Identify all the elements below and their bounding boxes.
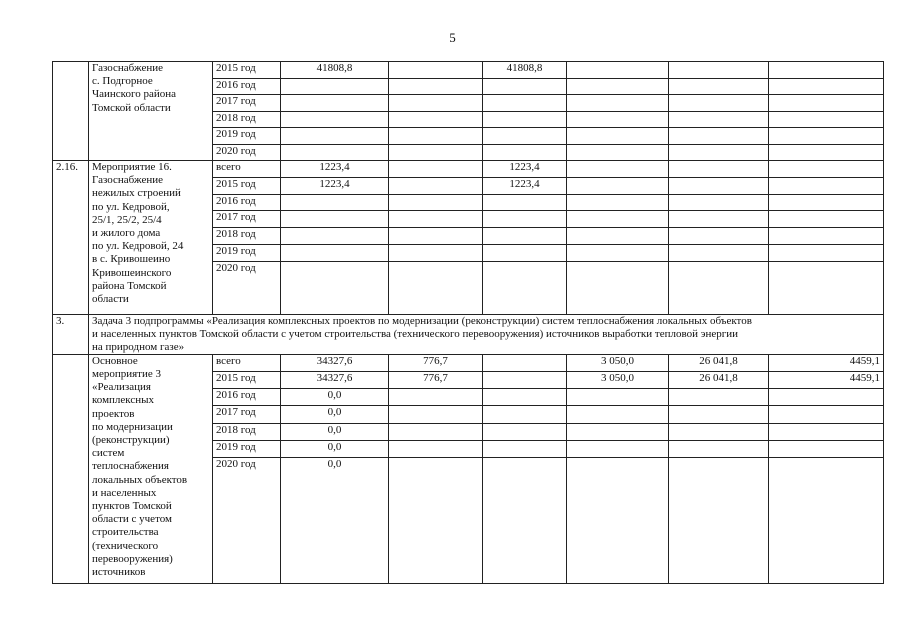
description-line: 25/1, 25/2, 25/4 bbox=[92, 213, 162, 226]
period-label: 2020 год bbox=[213, 144, 281, 161]
period-label: 2020 год bbox=[213, 261, 281, 314]
value-cell bbox=[389, 457, 483, 583]
period-label: 2016 год bbox=[213, 389, 281, 406]
value-cell bbox=[567, 95, 669, 112]
value-cell bbox=[769, 457, 884, 583]
value-cell bbox=[769, 211, 884, 228]
value-cell bbox=[483, 194, 567, 211]
period-label: 2020 год bbox=[213, 457, 281, 583]
value-cell bbox=[669, 95, 769, 112]
value-cell bbox=[669, 161, 769, 178]
value-cell bbox=[483, 389, 567, 406]
value-cell bbox=[281, 111, 389, 128]
value-cell bbox=[281, 211, 389, 228]
description-line: проектов bbox=[92, 407, 135, 420]
value-cell: 0,0 bbox=[281, 423, 389, 440]
value-cell bbox=[769, 194, 884, 211]
value-cell bbox=[281, 128, 389, 145]
task-description bbox=[89, 314, 884, 354]
value-cell: 34327,6 bbox=[281, 371, 389, 388]
description-line: мероприятие 3 bbox=[92, 367, 162, 380]
period-label: 2019 год bbox=[213, 128, 281, 145]
value-cell bbox=[567, 177, 669, 194]
value-cell bbox=[567, 389, 669, 406]
period-label: 2018 год bbox=[213, 111, 281, 128]
value-cell bbox=[483, 354, 567, 371]
description-line: в с. Кривошеино bbox=[92, 253, 171, 266]
value-cell: 0,0 bbox=[281, 406, 389, 423]
value-cell bbox=[483, 244, 567, 261]
value-cell bbox=[567, 78, 669, 95]
value-cell: 1223,4 bbox=[483, 177, 567, 194]
value-cell: 34327,6 bbox=[281, 354, 389, 371]
value-cell bbox=[483, 406, 567, 423]
value-cell bbox=[389, 128, 483, 145]
value-cell bbox=[483, 211, 567, 228]
description-line: «Реализация bbox=[92, 381, 151, 394]
description-line: Основное bbox=[92, 354, 138, 367]
description-line: (реконструкции) bbox=[92, 434, 170, 446]
value-cell bbox=[567, 228, 669, 245]
value-cell bbox=[769, 144, 884, 161]
value-cell: 41808,8 bbox=[483, 62, 567, 79]
period-label: 2016 год bbox=[213, 78, 281, 95]
value-cell bbox=[769, 261, 884, 314]
description-line: района Томской bbox=[92, 279, 167, 292]
value-cell: 4459,1 bbox=[769, 371, 884, 388]
description-line: (технического bbox=[92, 539, 159, 552]
value-cell bbox=[669, 177, 769, 194]
value-cell bbox=[483, 371, 567, 388]
value-cell bbox=[669, 194, 769, 211]
value-cell bbox=[769, 95, 884, 112]
period-label: 2015 год bbox=[213, 371, 281, 388]
measure-description bbox=[89, 354, 213, 583]
value-cell bbox=[567, 111, 669, 128]
description-line: пунктов Томской bbox=[92, 500, 172, 513]
value-cell bbox=[567, 261, 669, 314]
period-label: 2015 год bbox=[213, 62, 281, 79]
value-cell bbox=[389, 261, 483, 314]
description-line: локальных объектов bbox=[92, 473, 188, 486]
description-line: с. Подгорное bbox=[92, 75, 153, 88]
value-cell bbox=[281, 95, 389, 112]
value-cell bbox=[669, 78, 769, 95]
table-row bbox=[53, 62, 884, 79]
value-cell bbox=[389, 440, 483, 457]
value-cell bbox=[389, 111, 483, 128]
task-line: и населенных пунктов Томской области с учетом строительства (технического перевооружения) источников выработки тепловой энергии bbox=[92, 327, 738, 340]
description-line: по модернизации bbox=[92, 420, 173, 433]
value-cell bbox=[389, 406, 483, 423]
row-number bbox=[53, 62, 89, 161]
period-label: всего bbox=[213, 161, 281, 178]
value-cell bbox=[567, 144, 669, 161]
value-cell bbox=[769, 423, 884, 440]
period-label: 2018 год bbox=[213, 423, 281, 440]
value-cell: 776,7 bbox=[389, 354, 483, 371]
value-cell bbox=[567, 423, 669, 440]
value-cell bbox=[769, 228, 884, 245]
value-cell bbox=[669, 62, 769, 79]
value-cell bbox=[483, 128, 567, 145]
value-cell bbox=[769, 78, 884, 95]
description-line: по ул. Кедровой, 24 bbox=[92, 240, 184, 253]
page-number: 5 bbox=[449, 30, 456, 45]
value-cell: 1223,4 bbox=[281, 177, 389, 194]
value-cell bbox=[567, 161, 669, 178]
value-cell bbox=[483, 78, 567, 95]
value-cell: 1223,4 bbox=[483, 161, 567, 178]
description-line: перевооружения) bbox=[92, 552, 173, 565]
value-cell bbox=[281, 261, 389, 314]
value-cell bbox=[281, 144, 389, 161]
description-line: Томской области bbox=[92, 101, 171, 114]
period-label: 2016 год bbox=[213, 194, 281, 211]
value-cell bbox=[567, 62, 669, 79]
value-cell bbox=[769, 161, 884, 178]
value-cell bbox=[669, 244, 769, 261]
value-cell: 776,7 bbox=[389, 371, 483, 388]
description-line: систем bbox=[92, 447, 125, 460]
value-cell bbox=[567, 128, 669, 145]
value-cell bbox=[389, 211, 483, 228]
value-cell bbox=[483, 95, 567, 112]
value-cell bbox=[669, 128, 769, 145]
value-cell bbox=[567, 244, 669, 261]
value-cell bbox=[769, 177, 884, 194]
value-cell bbox=[769, 440, 884, 457]
value-cell: 4459,1 bbox=[769, 354, 884, 371]
description-line: по ул. Кедровой, bbox=[92, 200, 170, 213]
description-line: и населенных bbox=[92, 486, 157, 499]
value-cell bbox=[483, 440, 567, 457]
value-cell bbox=[389, 244, 483, 261]
period-label: 2017 год bbox=[213, 95, 281, 112]
value-cell bbox=[669, 457, 769, 583]
value-cell bbox=[769, 111, 884, 128]
value-cell bbox=[669, 111, 769, 128]
description-line: нежилых строений bbox=[92, 187, 181, 200]
description-line: Мероприятие 16. bbox=[92, 161, 172, 173]
period-label: всего bbox=[213, 354, 281, 371]
value-cell bbox=[281, 228, 389, 245]
period-label: 2015 год bbox=[213, 177, 281, 194]
period-label: 2018 год bbox=[213, 228, 281, 245]
measure-description bbox=[89, 62, 213, 161]
period-label: 2019 год bbox=[213, 440, 281, 457]
value-cell bbox=[483, 261, 567, 314]
value-cell bbox=[669, 406, 769, 423]
description-line: Газоснабжение bbox=[92, 174, 163, 187]
value-cell bbox=[389, 62, 483, 79]
value-cell bbox=[389, 177, 483, 194]
value-cell bbox=[769, 62, 884, 79]
measure-description bbox=[89, 161, 213, 315]
value-cell bbox=[769, 244, 884, 261]
value-cell bbox=[389, 423, 483, 440]
period-label: 2017 год bbox=[213, 211, 281, 228]
description-line: Газоснабжение bbox=[92, 62, 163, 74]
value-cell bbox=[669, 144, 769, 161]
value-cell bbox=[567, 406, 669, 423]
value-cell bbox=[669, 261, 769, 314]
task-line: на природном газе» bbox=[92, 340, 185, 353]
value-cell: 26 041,8 bbox=[669, 354, 769, 371]
value-cell bbox=[389, 144, 483, 161]
value-cell bbox=[769, 128, 884, 145]
value-cell bbox=[389, 78, 483, 95]
value-cell bbox=[769, 406, 884, 423]
row-number: 2.16. bbox=[53, 161, 89, 315]
row-number: 3. bbox=[53, 314, 89, 354]
period-label: 2019 год bbox=[213, 244, 281, 261]
description-line: Кривошеинского bbox=[92, 266, 172, 279]
value-cell bbox=[567, 457, 669, 583]
value-cell bbox=[281, 194, 389, 211]
value-cell bbox=[669, 211, 769, 228]
value-cell: 26 041,8 bbox=[669, 371, 769, 388]
value-cell bbox=[483, 423, 567, 440]
value-cell: 1223,4 bbox=[281, 161, 389, 178]
period-label: 2017 год bbox=[213, 406, 281, 423]
description-line: комплексных bbox=[92, 394, 155, 407]
value-cell bbox=[389, 194, 483, 211]
table-row bbox=[53, 161, 884, 178]
value-cell bbox=[567, 440, 669, 457]
row-number bbox=[53, 354, 89, 583]
value-cell bbox=[669, 389, 769, 406]
budget-table bbox=[52, 61, 884, 584]
value-cell bbox=[389, 389, 483, 406]
value-cell: 3 050,0 bbox=[567, 354, 669, 371]
value-cell bbox=[281, 244, 389, 261]
description-line: Чаинского района bbox=[92, 88, 176, 101]
task-row bbox=[53, 314, 884, 354]
description-line: области bbox=[92, 293, 129, 306]
value-cell bbox=[483, 457, 567, 583]
description-line: области с учетом bbox=[92, 513, 172, 526]
value-cell bbox=[567, 194, 669, 211]
task-line: Задача 3 подпрограммы «Реализация комплексных проектов по модернизации (реконструкции) систем теплоснабжения локальных объектов bbox=[92, 314, 752, 327]
value-cell: 0,0 bbox=[281, 440, 389, 457]
value-cell bbox=[483, 228, 567, 245]
description-line: источников bbox=[92, 566, 146, 579]
value-cell: 0,0 bbox=[281, 389, 389, 406]
value-cell bbox=[567, 211, 669, 228]
value-cell bbox=[483, 111, 567, 128]
value-cell bbox=[389, 95, 483, 112]
value-cell: 0,0 bbox=[281, 457, 389, 583]
description-line: теплоснабжения bbox=[92, 460, 169, 473]
value-cell bbox=[669, 423, 769, 440]
value-cell bbox=[483, 144, 567, 161]
table-row bbox=[53, 354, 884, 371]
value-cell bbox=[281, 78, 389, 95]
description-line: и жилого дома bbox=[92, 227, 161, 240]
value-cell bbox=[669, 440, 769, 457]
description-line: строительства bbox=[92, 526, 159, 539]
value-cell: 41808,8 bbox=[281, 62, 389, 79]
value-cell bbox=[769, 389, 884, 406]
value-cell bbox=[389, 228, 483, 245]
value-cell: 3 050,0 bbox=[567, 371, 669, 388]
value-cell bbox=[669, 228, 769, 245]
value-cell bbox=[389, 161, 483, 178]
